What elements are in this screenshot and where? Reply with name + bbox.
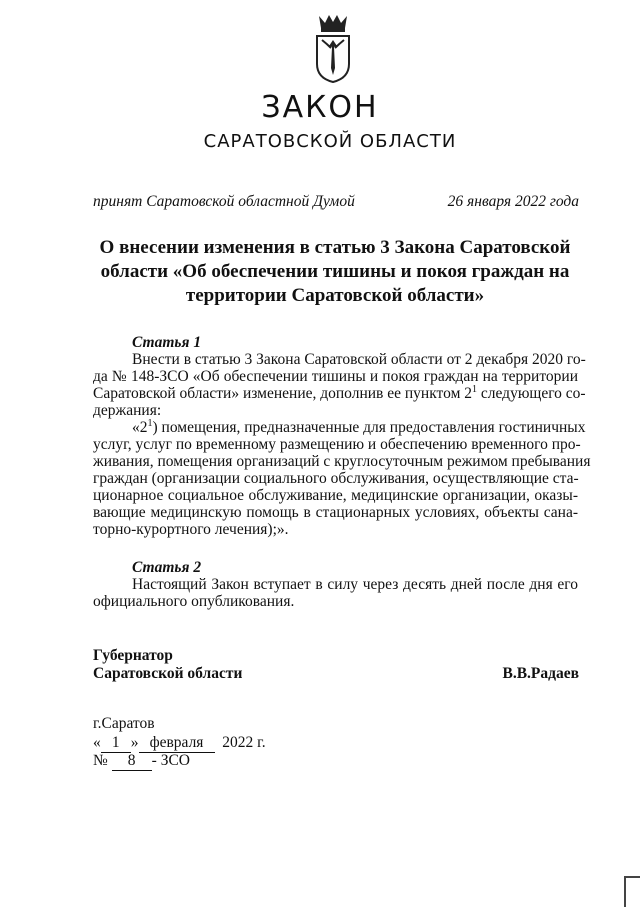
- headline-line: области «Об обеспечении тишины и покоя граждан на: [100, 261, 570, 282]
- item-prefix: «2: [132, 419, 148, 436]
- article-1-item-line: вающие медицинскую помощь в стационарных условиях, объекты сана-: [93, 504, 578, 521]
- signing-city: г.Саратов: [93, 715, 155, 732]
- article-1-item-line: граждан (организации социального обслуживания, осуществляющие ста-: [93, 470, 579, 487]
- law-headline: [86, 236, 584, 308]
- article-1-item-line: ционарное социальное обслуживание, медицинские организации, оказы-: [93, 487, 578, 504]
- headline-line: О внесении изменения в статью 3 Закона Саратовской: [99, 237, 571, 258]
- page-edge-mark: [624, 876, 640, 907]
- signatory-region: Саратовской области: [93, 665, 243, 682]
- signatory-name: В.В.Радаев: [502, 665, 579, 682]
- signing-date: « 1 » февраля 2022 г.: [93, 734, 266, 751]
- signatory-position: Губернатор: [93, 647, 173, 664]
- article-1-item-line: [132, 418, 586, 436]
- adopted-by: принят Саратовской областной Думой: [93, 193, 355, 210]
- article-1-text: Саратовской области» изменение, дополнив ее пунктом 2: [93, 385, 473, 402]
- article-1-item-line: торно-курортного лечения);».: [93, 521, 289, 538]
- number-sign: №: [93, 752, 108, 769]
- region-title: САРАТОВСКОЙ ОБЛАСТИ: [203, 131, 457, 152]
- article-1-line: Внести в статью 3 Закона Саратовской области от 2 декабря 2020 го-: [132, 351, 586, 368]
- law-number-value: 8: [112, 752, 152, 771]
- superscript: 1: [472, 384, 478, 395]
- article-1-line: держания:: [93, 402, 162, 419]
- document-type-title: ЗАКОН: [261, 90, 379, 125]
- article-2-line: Настоящий Закон вступает в силу через десять дней после дня его: [132, 576, 578, 593]
- article-1-item-line: живания, помещения организаций с круглосуточным режимом пребывания: [93, 453, 591, 470]
- article-1-item-line: услуг, услуг по временному размещению и обеспечению временного про-: [93, 436, 581, 453]
- law-number: [93, 752, 190, 771]
- article-1-line: да № 148-ЗСО «Об обеспечении тишины и покоя граждан на территории: [93, 368, 578, 385]
- superscript: 1: [147, 418, 153, 429]
- article-1-heading: Статья 1: [132, 334, 202, 351]
- adoption-date: 26 января 2022 года: [447, 193, 579, 210]
- signing-month: февраля: [139, 734, 215, 753]
- article-1-text: следующего со-: [480, 385, 586, 402]
- item-text: ) помещения, предназначенные для предоставления гостиничных: [152, 419, 586, 436]
- number-suffix: - ЗСО: [151, 752, 191, 769]
- headline-line: территории Саратовской области»: [185, 285, 485, 306]
- signing-day: 1: [101, 734, 131, 753]
- signing-year: 2022 г.: [222, 734, 266, 751]
- coat-of-arms-icon: [312, 14, 354, 84]
- article-2-heading: Статья 2: [132, 559, 202, 576]
- article-2-line: официального опубликования.: [93, 593, 295, 610]
- article-1-line: [93, 384, 586, 402]
